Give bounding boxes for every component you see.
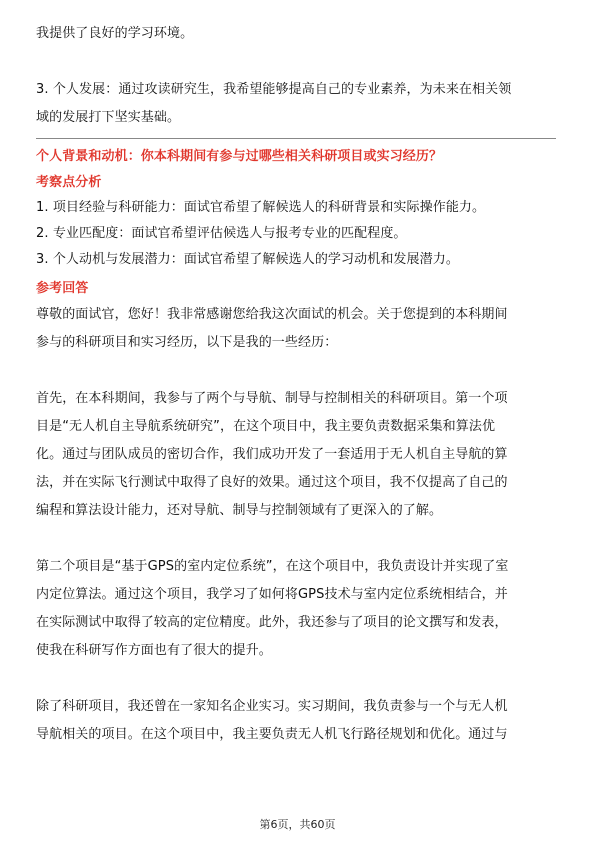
- page-content: [36, 20, 556, 749]
- answer-p1-line-1: 尊敬的面试官，您好！我非常感谢您给我这次面试的机会。关于您提到的本科期间: [36, 307, 508, 322]
- analysis-point-1: 1. 项目经验与科研能力：面试官希望了解候选人的科研背景和实际操作能力。: [36, 200, 486, 215]
- answer-p3-line-3: 在实际测试中取得了较高的定位精度。此外，我还参与了项目的论文撰写和发表，: [36, 615, 508, 630]
- answer-p3-line-1: 第二个项目是“基于GPS的室内定位系统”，在这个项目中，我负责设计并实现了室: [36, 559, 509, 574]
- answer-p2-line-1: 首先，在本科期间，我参与了两个与导航、制导与控制相关的科研项目。第一个项: [36, 391, 508, 406]
- answer-p4-line-2: 导航相关的项目。在这个项目中，我主要负责无人机飞行路径规划和优化。通过与: [36, 727, 508, 742]
- section-divider: [36, 138, 556, 139]
- question-title: 个人背景和动机：你本科期间有参与过哪些相关科研项目或实习经历？: [36, 149, 443, 164]
- page-number: 第6页，共60页: [259, 818, 336, 831]
- paragraph-gap: [36, 665, 556, 693]
- answer-p4-line-1: 除了科研项目，我还曾在一家知名企业实习。实习期间，我负责参与一个与无人机: [36, 699, 508, 714]
- paragraph-gap: [36, 525, 556, 553]
- analysis-title: 考察点分析: [36, 175, 102, 190]
- paragraph-gap: [36, 48, 556, 76]
- answer-title: 参考回答: [36, 281, 89, 296]
- answer-p1-line-2: 参与的科研项目和实习经历，以下是我的一些经历：: [36, 335, 338, 350]
- answer-p2-line-2: 目是“无人机自主导航系统研究”，在这个项目中，我主要负责数据采集和算法优: [36, 419, 496, 434]
- answer-p3-line-2: 内定位算法。通过这个项目，我学习了如何将GPS技术与室内定位系统相结合，并: [36, 587, 508, 602]
- analysis-point-3: 3. 个人动机与发展潜力：面试官希望了解候选人的学习动机和发展潜力。: [36, 252, 459, 267]
- intro-line: 我提供了良好的学习环境。: [36, 26, 194, 41]
- answer-p3-line-4: 使我在科研写作方面也有了很大的提升。: [36, 643, 272, 658]
- answer-p2-line-3: 化。通过与团队成员的密切合作，我们成功开发了一套适用于无人机自主导航的算: [36, 447, 508, 462]
- paragraph-gap: [36, 357, 556, 385]
- intro-point-3-line-2: 域的发展打下坚实基础。: [36, 110, 181, 125]
- analysis-point-2: 2. 专业匹配度：面试官希望评估候选人与报考专业的匹配程度。: [36, 226, 407, 241]
- answer-p2-line-5: 编程和算法设计能力，还对导航、制导与控制领域有了更深入的了解。: [36, 503, 443, 518]
- answer-p2-line-4: 法，并在实际飞行测试中取得了良好的效果。通过这个项目，我不仅提高了自己的: [36, 475, 508, 490]
- intro-point-3-line-1: 3. 个人发展：通过攻读研究生，我希望能够提高自己的专业素养，为未来在相关领: [36, 82, 512, 97]
